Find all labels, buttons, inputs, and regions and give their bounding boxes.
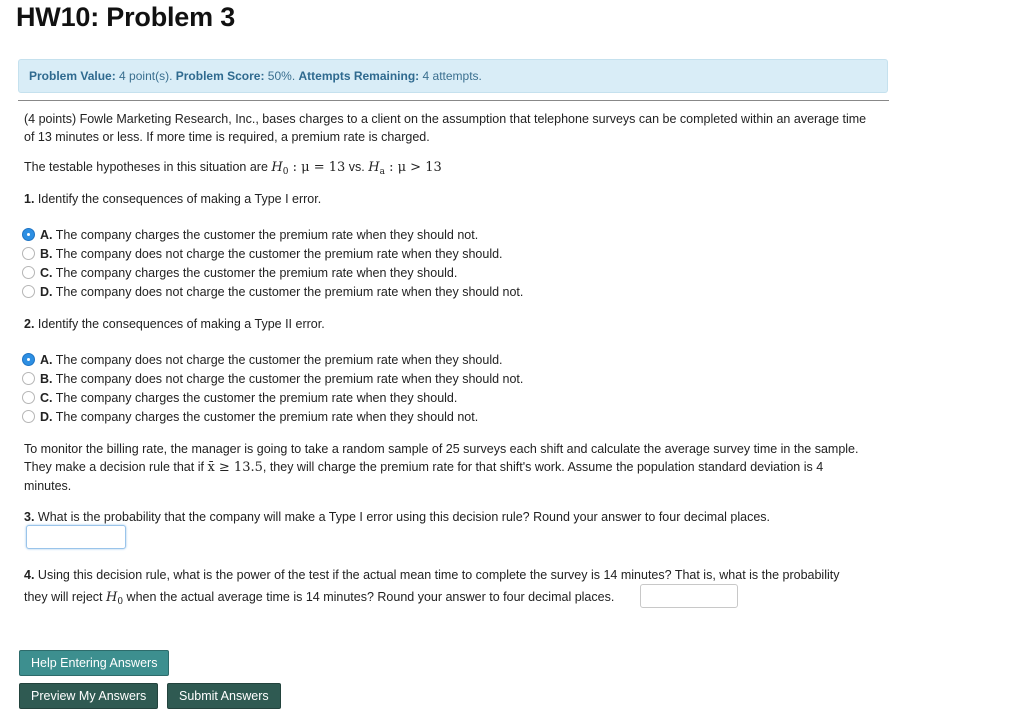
radio-icon[interactable] — [22, 391, 35, 404]
q1-option-c-text: The company charges the customer the premium rate when they should. — [55, 266, 458, 280]
page-title: HW10: Problem 3 — [16, 2, 236, 32]
question-3-number: 3. — [24, 510, 35, 524]
q1-option-a-text: The company charges the customer the premium rate when they should not. — [55, 228, 479, 242]
question-2 — [24, 315, 325, 333]
q1-option-d-letter: D. — [40, 285, 53, 299]
question-4-number: 4. — [24, 568, 35, 582]
hypotheses-prefix: The testable hypotheses in this situation are — [24, 160, 268, 174]
help-entering-answers-button[interactable]: Help Entering Answers — [19, 650, 169, 676]
q2-option-c-text: The company charges the customer the premium rate when they should. — [55, 391, 458, 405]
radio-icon[interactable] — [22, 285, 35, 298]
q1-option-d[interactable] — [22, 283, 523, 302]
h0-subscript: 0 — [117, 597, 124, 607]
q2-option-d-letter: D. — [40, 410, 53, 424]
q2-option-c[interactable] — [22, 389, 457, 408]
monitor-line-1: To monitor the billing rate, the manager is going to take a random sample of 25 surveys each shift and calculate the average survey time in the sample. — [24, 442, 859, 456]
null-h-subscript: 0 — [282, 167, 289, 177]
problem-value-label: Problem Value: — [29, 69, 116, 83]
monitor-line-3: minutes. — [24, 479, 72, 493]
divider — [18, 100, 889, 101]
monitor-line-2a: They make a decision rule that if — [24, 460, 204, 474]
radio-checked-icon[interactable] — [22, 228, 35, 241]
question-4-answer-input[interactable] — [640, 584, 738, 608]
question-3-text: What is the probability that the company will make a Type I error using this decision rule? Round your answer to four decimal places. — [37, 510, 770, 524]
problem-intro: (4 points) Fowle Marketing Research, Inc., bases charges to a client on the assumption that telephone surveys can be completed within an average time of 13 minutes or less. If more time is required, a premium rate is charged. — [24, 112, 867, 144]
preview-answers-button[interactable]: Preview My Answers — [19, 683, 158, 709]
q1-option-d-text: The company does not charge the customer the premium rate when they should not. — [55, 285, 524, 299]
decision-rule: x̄ ≥ 13.5 — [207, 460, 263, 475]
alt-h-subscript: a — [379, 167, 385, 177]
monitor-paragraph — [24, 440, 904, 495]
question-4 — [24, 566, 894, 584]
q2-option-b[interactable] — [22, 370, 523, 389]
q1-option-a-letter: A. — [40, 228, 53, 242]
h0-symbol — [106, 590, 123, 605]
q2-option-c-letter: C. — [40, 391, 53, 405]
null-hypothesis — [271, 160, 345, 175]
q1-option-c[interactable] — [22, 264, 457, 283]
q1-option-c-letter: C. — [40, 266, 53, 280]
attempts-remaining: 4 attempts. — [422, 69, 482, 83]
question-1-text: Identify the consequences of making a Type I error. — [37, 192, 322, 206]
q2-option-a-text: The company does not charge the customer the premium rate when they should. — [55, 353, 503, 367]
radio-icon[interactable] — [22, 372, 35, 385]
question-1-number: 1. — [24, 192, 35, 206]
problem-info-box — [18, 59, 888, 93]
alt-hypothesis — [368, 160, 442, 175]
alt-h-symbol: H — [368, 160, 380, 175]
hypotheses — [24, 158, 442, 181]
question-4-line-2b: when the actual average time is 14 minutes? Round your answer to four decimal places. — [126, 590, 615, 604]
radio-icon[interactable] — [22, 266, 35, 279]
question-3-answer-input[interactable] — [26, 525, 126, 549]
q2-option-d[interactable] — [22, 408, 478, 427]
hypotheses-vs: vs. — [348, 160, 365, 174]
question-3 — [24, 508, 770, 526]
question-2-text: Identify the consequences of making a Type II error. — [37, 317, 325, 331]
question-4-line-2a: they will reject — [24, 590, 103, 604]
q1-option-b-text: The company does not charge the customer the premium rate when they should. — [55, 247, 503, 261]
null-h-expression: : μ = 13 — [292, 160, 346, 175]
q2-option-d-text: The company charges the customer the premium rate when they should not. — [55, 410, 479, 424]
question-4-line-1: Using this decision rule, what is the power of the test if the actual mean time to complete the survey is 14 minutes? That is, what is the probability — [37, 568, 840, 582]
radio-icon[interactable] — [22, 410, 35, 423]
attempts-remaining-label: Attempts Remaining: — [298, 69, 420, 83]
problem-score: 50%. — [267, 69, 296, 83]
h0-letter: H — [105, 590, 118, 605]
question-2-number: 2. — [24, 317, 35, 331]
question-4-line-2 — [24, 588, 614, 611]
q2-option-b-letter: B. — [40, 372, 53, 386]
q2-option-a-letter: A. — [40, 353, 53, 367]
q1-option-a[interactable] — [22, 226, 478, 245]
submit-answers-button[interactable]: Submit Answers — [167, 683, 281, 709]
q1-option-b[interactable] — [22, 245, 503, 264]
radio-checked-icon[interactable] — [22, 353, 35, 366]
q1-option-b-letter: B. — [40, 247, 53, 261]
radio-icon[interactable] — [22, 247, 35, 260]
alt-h-expression: : μ > 13 — [389, 160, 442, 175]
q2-option-a[interactable] — [22, 351, 503, 370]
monitor-line-2b: , they will charge the premium rate for that shift's work. Assume the population standard deviation is 4 — [262, 460, 824, 474]
question-1 — [24, 190, 321, 208]
problem-value: 4 point(s). — [119, 69, 173, 83]
problem-score-label: Problem Score: — [175, 69, 265, 83]
q2-option-b-text: The company does not charge the customer the premium rate when they should not. — [55, 372, 524, 386]
null-h-symbol: H — [271, 160, 283, 175]
